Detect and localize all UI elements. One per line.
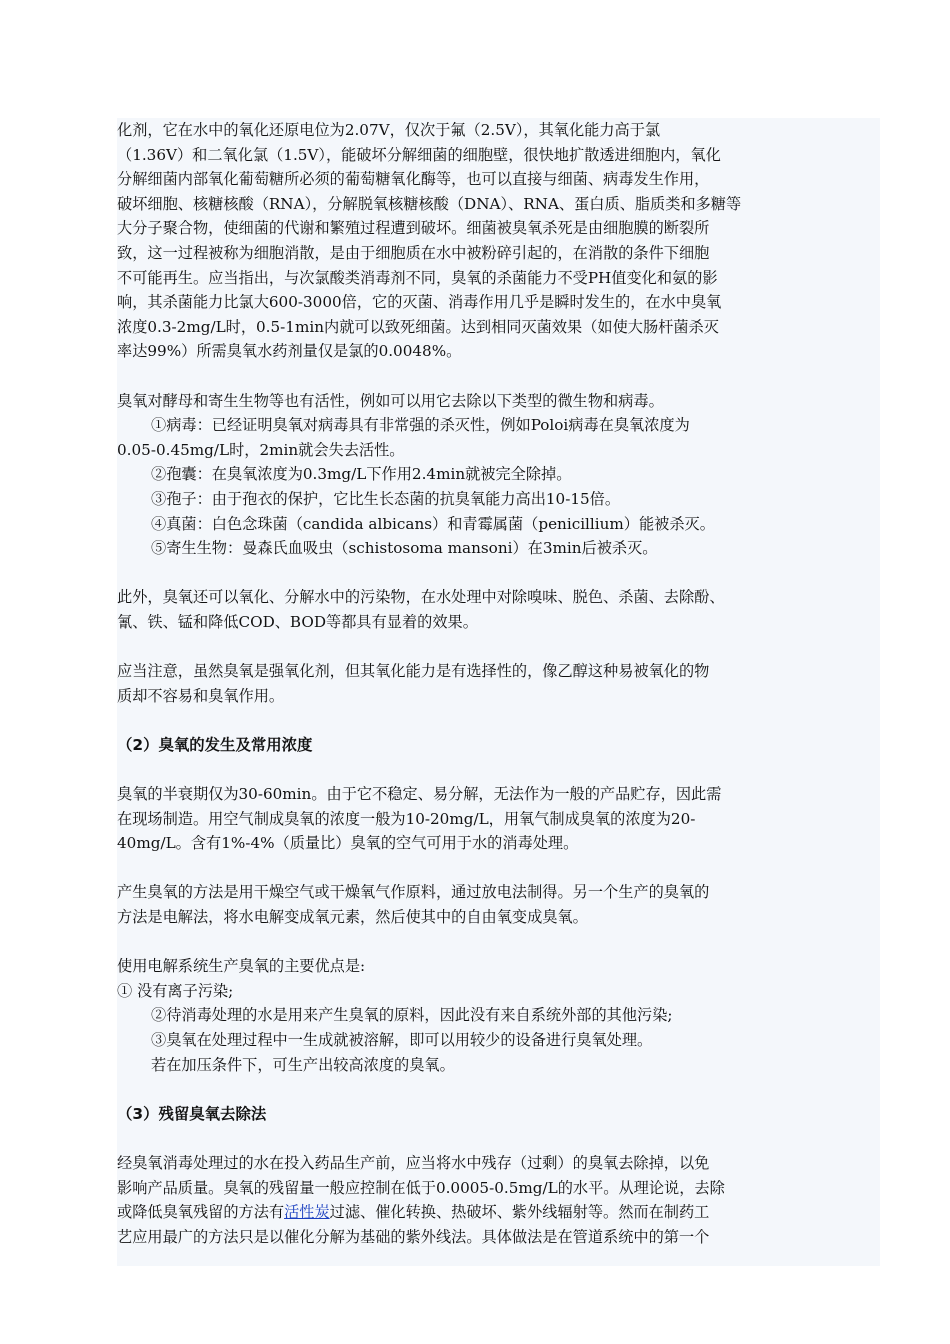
paragraph-ozone-oxidation bbox=[117, 118, 880, 364]
paragraph-residual-ozone bbox=[117, 1151, 880, 1249]
microbe-item-virus-cont: 0.05-0.45mg/L时，2min就会失去活性。 bbox=[117, 440, 405, 459]
microbe-item-virus: ①病毒：已经证明臭氧对病毒具有非常强的杀灭性，例如Poloi病毒在臭氧浓度为 bbox=[151, 416, 690, 435]
text-line: 不可能再生。应当指出，与次氯酸类消毒剂不同，臭氧的杀菌能力不受PH值变化和氨的影 bbox=[117, 268, 718, 287]
text-line: 艺应用最广的方法只是以催化分解为基础的紫外线法。具体做法是在管道系统中的第一个 bbox=[117, 1227, 710, 1246]
text-line: 使用电解系统生产臭氧的主要优点是: bbox=[117, 957, 366, 976]
text-segment: 或降低臭氧残留的方法有 bbox=[117, 1203, 285, 1222]
text-line: 此外，臭氧还可以氧化、分解水中的污染物，在水处理中对除嗅味、脱色、杀菌、去除酚、 bbox=[117, 588, 725, 607]
paragraph-microbes bbox=[117, 389, 880, 561]
paragraph-gap bbox=[117, 1077, 880, 1102]
paragraph-gap bbox=[117, 561, 880, 586]
text-line: 浓度0.3-2mg/L时，0.5-1min内就可以致死细菌。达到相同灭菌效果（如使大肠杆菌杀灭 bbox=[117, 317, 719, 336]
text-line: 臭氧的半衰期仅为30-60min。由于它不稳定、易分解，无法作为一般的产品贮存，因此需 bbox=[117, 785, 722, 804]
text-line: 方法是电解法，将水电解变成氧元素，然后使其中的自由氧变成臭氧。 bbox=[117, 908, 588, 926]
section-heading-generation: （2）臭氧的发生及常用浓度 bbox=[117, 735, 313, 754]
microbe-item-spore: ③孢子：由于孢衣的保护，它比生长态菌的抗臭氧能力高出10-15倍。 bbox=[151, 489, 621, 508]
text-line: 40mg/L。含有1%-4%（质量比）臭氧的空气可用于水的消毒处理。 bbox=[117, 834, 579, 853]
paragraph-gap bbox=[117, 930, 880, 955]
advantage-item-3: ③臭氧在处理过程中一生成就被溶解，即可以用较少的设备进行臭氧处理。 bbox=[151, 1030, 653, 1049]
text-line: 率达99%）所需臭氧水药剂量仅是氯的0.0048%。 bbox=[117, 342, 462, 361]
text-line: 在现场制造。用空气制成臭氧的浓度一般为10-20mg/L，用氧气制成臭氧的浓度为20- bbox=[117, 809, 696, 828]
text-line: 臭氧对酵母和寄生生物等也有活性，例如可以用它去除以下类型的微生物和病毒。 bbox=[117, 391, 664, 410]
advantage-item-2: ②待消毒处理的水是用来产生臭氧的原料，因此没有来自系统外部的其他污染; bbox=[151, 1006, 673, 1025]
paragraph-gap bbox=[117, 364, 880, 389]
section-heading-residual-removal: （3）残留臭氧去除法 bbox=[117, 1104, 267, 1123]
text-line: 致，这一过程被称为细胞消散，是由于细胞质在水中被粉碎引起的，在消散的条件下细胞 bbox=[117, 243, 710, 262]
paragraph-gap bbox=[117, 634, 880, 659]
text-segment: 过滤、催化转换、热破坏、紫外线辐射等。然而在制药工 bbox=[329, 1203, 710, 1222]
paragraph-production-methods bbox=[117, 880, 880, 929]
text-line: 破坏细胞、核糖核酸（RNA），分解脱氧核糖核酸（DNA）、RNA、蛋白质、脂质类和多糖等 bbox=[117, 194, 742, 213]
text-line: 经臭氧消毒处理过的水在投入药品生产前，应当将水中残存（过剩）的臭氧去除掉，以免 bbox=[117, 1153, 710, 1172]
paragraph-gap bbox=[117, 1126, 880, 1151]
paragraph-pollutants bbox=[117, 585, 880, 634]
paragraph-gap bbox=[117, 757, 880, 782]
text-line: 影响产品质量。臭氧的残留量一般应控制在低于0.0005-0.5mg/L的水平。从理论说，去除 bbox=[117, 1178, 725, 1197]
text-line: 应当注意，虽然臭氧是强氧化剂，但其氧化能力是有选择性的，像乙醇这种易被氧化的物 bbox=[117, 662, 710, 681]
advantage-item-1: ① 没有离子污染; bbox=[117, 981, 234, 1000]
text-line: 氰、铁、锰和降低COD、BOD等都具有显着的效果。 bbox=[117, 612, 478, 631]
text-line: 响，其杀菌能力比氯大600-3000倍，它的灭菌、消毒作用几乎是瞬时发生的，在水中臭氧 bbox=[117, 293, 722, 312]
paragraph-gap bbox=[117, 708, 880, 733]
microbe-item-cyst: ②孢囊：在臭氧浓度为0.3mg/L下作用2.4min就被完全除掉。 bbox=[151, 465, 572, 484]
microbe-item-fungi: ④真菌：白色念珠菌（candida albicans）和青霉属菌（penicillium）能被杀灭。 bbox=[151, 514, 715, 533]
document-text-block bbox=[117, 118, 880, 1266]
paragraph-gap bbox=[117, 856, 880, 881]
paragraph-selectivity bbox=[117, 659, 880, 708]
text-line: 产生臭氧的方法是用干燥空气或干燥氧气作原料，通过放电法制得。另一个生产的臭氧的 bbox=[117, 883, 710, 902]
text-line: （1.36V）和二氧化氯（1.5V），能破坏分解细菌的细胞壁，很快地扩散透进细胞内，氧化 bbox=[117, 145, 721, 164]
text-line: 化剂，它在水中的氧化还原电位为2.07V，仅次于氟（2.5V），其氧化能力高于氯 bbox=[117, 121, 661, 139]
paragraph-half-life bbox=[117, 782, 880, 856]
advantage-item-4: 若在加压条件下，可生产出较高浓度的臭氧。 bbox=[151, 1055, 455, 1074]
microbe-item-parasite: ⑤寄生生物：曼森氏血吸虫（schistosoma mansoni）在3min后被杀灭。 bbox=[151, 539, 658, 558]
text-line: 质却不容易和臭氧作用。 bbox=[117, 686, 285, 705]
text-line: 分解细菌内部氧化葡萄糖所必须的葡萄糖氧化酶等，也可以直接与细菌、病毒发生作用， bbox=[117, 170, 710, 189]
activated-carbon-link[interactable]: 活性炭 bbox=[284, 1203, 330, 1222]
text-line bbox=[117, 1200, 880, 1225]
text-line: 大分子聚合物，使细菌的代谢和繁殖过程遭到破坏。细菌被臭氧杀死是由细胞膜的断裂所 bbox=[117, 219, 710, 238]
paragraph-electrolysis-advantages bbox=[117, 954, 880, 1077]
